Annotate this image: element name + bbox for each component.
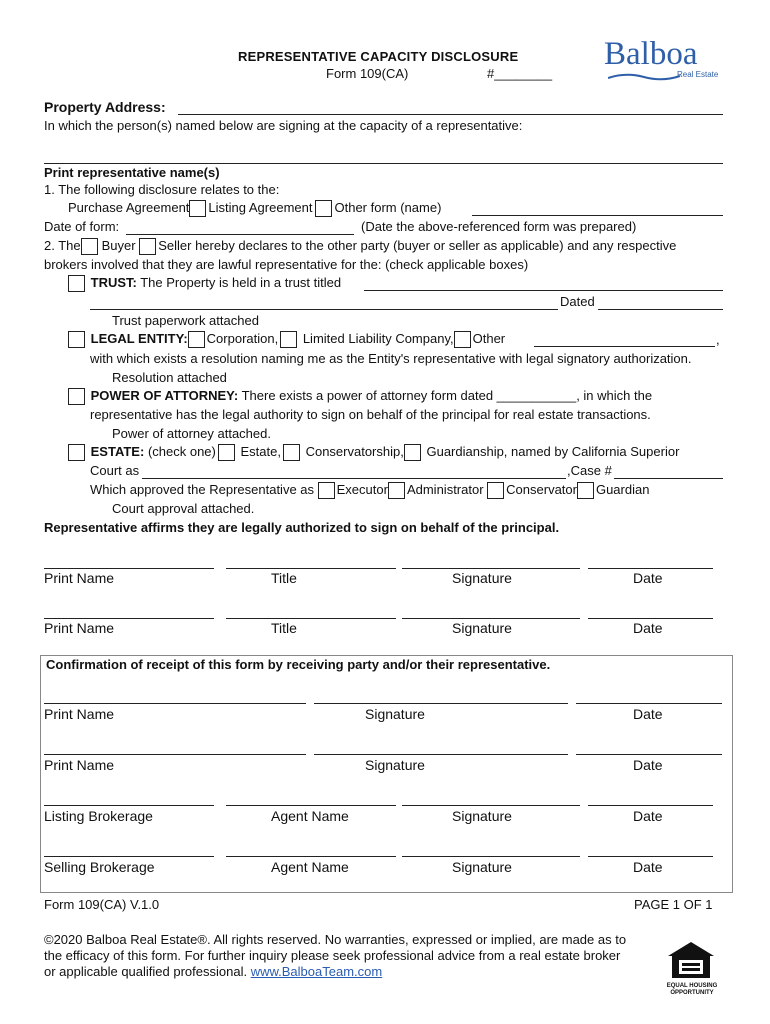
conservator-checkbox[interactable] [487,482,504,499]
poa-label: POWER OF ATTORNEY: [90,388,239,403]
form-sequence-number: #________ [487,66,553,81]
affirm-statement: Representative affirms they are legally authorized to sign on behalf of the principal. [44,520,560,535]
case-number-input[interactable] [614,478,723,479]
trust-title-input-2[interactable] [90,309,558,310]
rep1-title-label: Title [271,570,297,586]
copyright-line-1: ©2020 Balboa Real Estate®. All rights reserved. No warranties, expressed or implied, are made as to [44,932,627,947]
logo-wordmark: Balboa [604,36,698,72]
confirm1-print-name-input[interactable] [44,703,306,704]
estate-option-label: Estate, [240,444,281,459]
rep2-signature-label: Signature [452,620,512,636]
seller-declaration-text: Seller hereby declares to the other party (buyer or seller as applicable) and any respective [158,238,677,253]
poa-text-2: representative has the legal authority to sign on behalf of the principal for real estate transactions. [90,407,651,422]
seller-checkbox[interactable] [139,238,156,255]
listing-brokerage-input[interactable] [44,805,214,806]
trust-text: The Property is held in a trust titled [140,275,342,290]
court-as-label: Court as [90,463,140,478]
rep1-print-name-label: Print Name [44,570,115,586]
rep2-print-name-input[interactable] [44,618,214,619]
confirm2-date-input[interactable] [576,754,722,755]
selling-brokerage-input[interactable] [44,856,214,857]
trust-attached-text: Trust paperwork attached [112,313,259,328]
comma: , [716,332,720,347]
listing-agreement-checkbox[interactable] [189,200,206,217]
website-link[interactable]: www.BalboaTeam.com [250,964,383,979]
estate-label: ESTATE: [90,444,145,459]
poa-attached-text: Power of attorney attached. [112,426,271,441]
guardianship-checkbox[interactable] [404,444,421,461]
entity-resolution-text: with which exists a resolution naming me as the Entity's representative with legal signatory authorization. [90,351,692,366]
buyer-checkbox[interactable] [81,238,98,255]
executor-label: Executor [336,482,388,497]
section2-lead: 2. The [44,238,81,253]
rep1-signature-label: Signature [452,570,512,586]
guardian-label: Guardian [595,482,650,497]
party-row [44,238,676,255]
rep1-print-name-input[interactable] [44,568,214,569]
confirm2-print-name-input[interactable] [44,754,306,755]
rep2-print-name-label: Print Name [44,620,115,636]
conservator-label: Conservator [506,482,577,497]
administrator-label: Administrator [406,482,484,497]
confirm2-print-name-label: Print Name [44,757,115,773]
representative-names-input[interactable] [44,163,723,164]
selling-signature-input[interactable] [402,856,580,857]
selling-date-input[interactable] [588,856,713,857]
balboa-logo [604,36,719,79]
other-form-name-input[interactable] [472,215,723,216]
conservatorship-checkbox[interactable] [283,444,300,461]
legal-entity-row [68,331,505,348]
guardianship-label: Guardianship, named by California Superior [426,444,680,459]
corporation-checkbox[interactable] [188,331,205,348]
conservatorship-label: Conservatorship, [305,444,404,459]
confirm1-signature-input[interactable] [314,703,568,704]
confirm1-date-input[interactable] [576,703,722,704]
property-address-input[interactable] [178,114,723,115]
listing-signature-input[interactable] [402,805,580,806]
eho-text-2: OPPORTUNITY [670,990,714,996]
guardian-checkbox[interactable] [577,482,594,499]
confirm1-print-name-label: Print Name [44,706,115,722]
listing-date-input[interactable] [588,805,713,806]
legal-entity-label: LEGAL ENTITY: [90,331,188,346]
confirm1-date-label: Date [633,706,663,722]
confirm1-signature-label: Signature [365,706,425,722]
listing-agent-name-input[interactable] [226,805,396,806]
copyright-line-3-text: or applicable qualified professional. [44,964,248,979]
selling-signature-label: Signature [452,859,512,875]
listing-agent-name-label: Agent Name [271,808,349,824]
confirm2-signature-label: Signature [365,757,425,773]
print-names-label: Print representative name(s) [44,165,220,180]
form-type-row [68,200,441,217]
trust-row [68,275,341,292]
llc-checkbox[interactable] [280,331,297,348]
date-of-form-label: Date of form: [44,219,120,234]
rep1-date-input[interactable] [588,568,713,569]
legal-entity-checkbox[interactable] [68,331,85,348]
court-approval-text: Court approval attached. [112,501,255,516]
form-title: REPRESENTATIVE CAPACITY DISCLOSURE [238,49,519,64]
section1-heading: 1. The following disclosure relates to the: [44,182,280,197]
trust-label: TRUST: [90,275,137,290]
equal-housing-logo [666,940,718,997]
estate-row [68,444,679,461]
poa-text: There exists a power of attorney form dated ___________, in which the [241,388,653,403]
rep1-date-label: Date [633,570,663,586]
rep2-title-input[interactable] [226,618,396,619]
selling-agent-name-label: Agent Name [271,859,349,875]
case-label: ,Case # [567,463,612,478]
confirm2-signature-input[interactable] [314,754,568,755]
administrator-checkbox[interactable] [388,482,405,499]
trust-title-input[interactable] [364,290,723,291]
date-of-form-note: (Date the above-referenced form was prepared) [361,219,637,234]
confirmation-heading: Confirmation of receipt of this form by receiving party and/or their representative. [46,657,551,672]
selling-date-label: Date [633,859,663,875]
trust-dated-input[interactable] [598,309,723,310]
rep2-date-input[interactable] [588,618,713,619]
rep2-title-label: Title [271,620,297,636]
buyer-label: Buyer [101,238,136,253]
resolution-attached-text: Resolution attached [112,370,227,385]
rep2-date-label: Date [633,620,663,636]
option-listing-agreement: Listing Agreement [208,200,313,215]
court-name-input[interactable] [142,478,566,479]
selling-agent-name-input[interactable] [226,856,396,857]
estate-checkbox[interactable] [218,444,235,461]
executor-checkbox[interactable] [318,482,335,499]
logo-subtitle: Real Estate [677,70,719,79]
form-version: Form 109(CA) V.1.0 [44,897,160,912]
poa-row [68,388,652,405]
poa-checkbox[interactable] [68,388,85,405]
other-form-checkbox[interactable] [315,200,332,217]
form-number-label: Form 109(CA) [326,66,409,81]
option-purchase-agreement: Purchase Agreement [68,200,190,215]
trust-checkbox[interactable] [68,275,85,292]
eho-text-1: EQUAL HOUSING [666,983,718,989]
listing-signature-label: Signature [452,808,512,824]
approved-row [90,482,649,499]
rep1-title-input[interactable] [226,568,396,569]
approved-text: Which approved the Representative as [90,482,315,497]
confirm2-date-label: Date [633,757,663,773]
option-other-form: Other form (name) [334,200,442,215]
date-of-form-input[interactable] [126,234,354,235]
listing-brokerage-label: Listing Brokerage [44,808,153,824]
brokers-text: brokers involved that they are lawful representative for the: (check applicable boxes) [44,257,529,272]
dated-label: Dated [560,294,595,309]
selling-brokerage-label: Selling Brokerage [44,859,155,875]
llc-label: Limited Liability Company, [302,331,454,346]
rep1-signature-input[interactable] [402,568,580,569]
copyright-line-2: the efficacy of this form. For further inquiry please seek professional advice from a real estate broker [44,948,621,963]
confirmation-box [40,655,733,893]
estate-main-checkbox[interactable] [68,444,85,461]
rep2-signature-input[interactable] [402,618,580,619]
copyright-line-3 [44,964,382,979]
other-entity-checkbox[interactable] [454,331,471,348]
corporation-label: Corporation, [206,331,279,346]
property-address-label: Property Address: [44,99,166,115]
listing-date-label: Date [633,808,663,824]
equal-housing-icon [666,940,716,980]
instruction-text: In which the person(s) named below are signing at the capacity of a representative: [44,118,523,133]
logo-wave-icon [608,72,682,82]
other-entity-input[interactable] [534,346,715,347]
other-entity-label: Other [472,331,506,346]
estate-check-one: (check one) [147,444,216,459]
page-number: PAGE 1 OF 1 [634,897,713,912]
